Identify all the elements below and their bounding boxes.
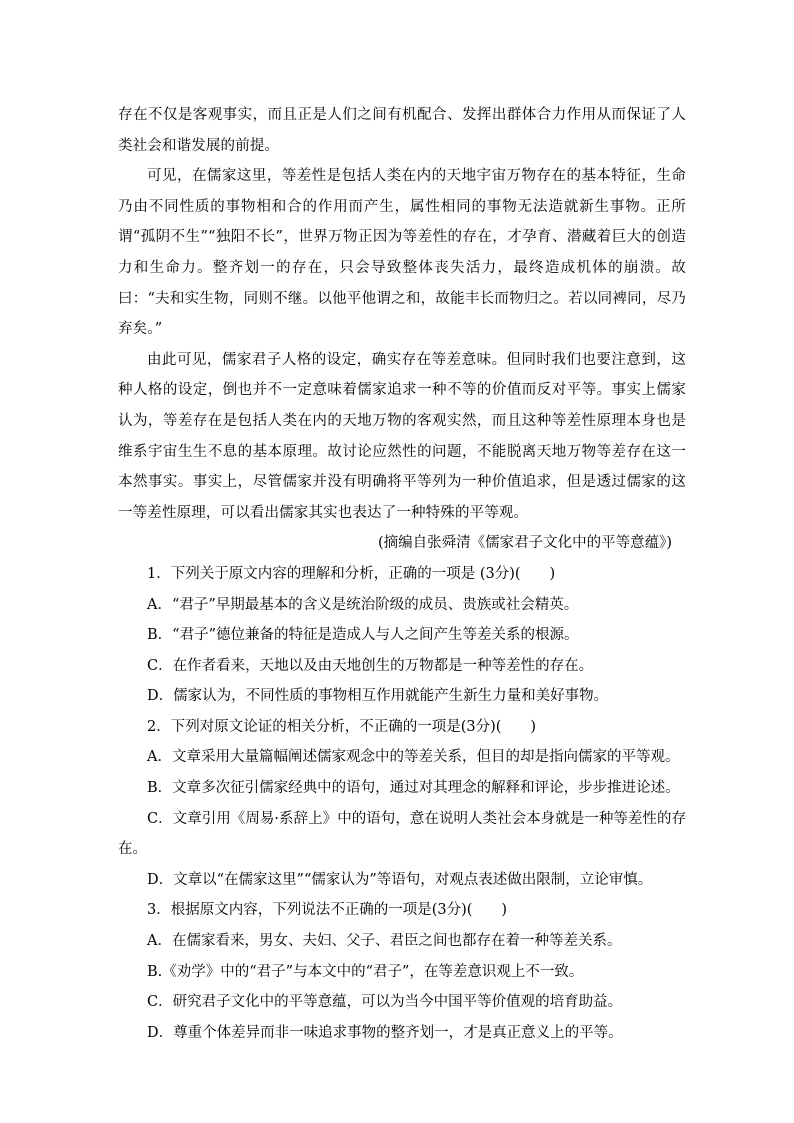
option-c: C．研究君子文化中的平等意蕴，可以为当今中国平等价值观的培育助益。 [147,994,623,1011]
option-b: B.《劝学》中的“君子”与本文中的“君子”，在等差意识观上不一致。 [147,963,584,980]
option-c: C．文章引用《周易·系辞上》中的语句，意在说明人类社会本身就是一种等差性的存在。 [118,810,686,858]
option-a: A．“君子”早期最基本的含义是统治阶级的成员、贵族或社会精英。 [147,596,579,613]
passage-paragraph-3: 由此可见，儒家君子人格的设定，确实存在等差意味。但同时我们也要注意到，这种人格的设定，倒也并不一定意味着儒家追求一种不等的价值而反对平等。事实上儒家认为，等差存在是包括人类在内的天地万物的客观实然，而且这种等差性原理本身也是维系宇宙生生不息的基本原理。故讨论应然性的问题，不能脱离天地万物等差存在这一本然事实。事实上，尽管儒家并没有明确将平等列为一种价值追求，但是透过儒家的这一等差性原理，可以看出儒家其实也表达了一种特殊的平等观。 [118,351,686,521]
option-b: B．文章多次征引儒家经典中的语句，通过对其理念的解释和评论，步步推进论述。 [147,780,680,797]
question-1 [118,559,686,712]
document-page [118,100,686,1048]
question-stem: 1．下列关于原文内容的理解和分析，正确的一项是 (3分)( ) [147,565,556,582]
question-2 [118,712,686,896]
option-a: A．文章采用大量篇幅阐述儒家观念中的等差关系，但目的却是指向儒家的平等观。 [147,749,680,766]
option-c: C．在作者看来，天地以及由天地创生的万物都是一种等差性的存在。 [147,657,594,674]
passage [118,100,686,559]
question-stem: 3．根据原文内容，下列说法不正确的一项是(3分)( ) [147,902,508,919]
option-b: B．“君子”德位兼备的特征是造成人与人之间产生等差关系的根源。 [147,627,579,644]
question-3 [118,895,686,1048]
option-d: D．儒家认为，不同性质的事物相互作用就能产生新生力量和美好事物。 [147,688,609,705]
option-a: A．在儒家看来，男女、夫妇、父子、君臣之间也都存在着一种等差关系。 [147,933,622,950]
option-d: D．尊重个体差异而非一味追求事物的整齐划一，才是真正意义上的平等。 [147,1024,623,1041]
passage-paragraph-1: 存在不仅是客观事实，而且正是人们之间有机配合、发挥出群体合力作用从而保证了人类社会和谐发展的前提。 [118,107,686,154]
question-stem: 2．下列对原文论证的相关分析，不正确的一项是(3分)( ) [147,718,537,735]
option-d: D．文章以“在儒家这里”“儒家认为”等语句，对观点表述做出限制，立论审慎。 [147,871,653,888]
passage-source: (摘编自张舜清《儒家君子文化中的平等意蕴》) [377,535,672,552]
passage-paragraph-2: 可见，在儒家这里，等差性是包括人类在内的天地宇宙万物存在的基本特征，生命乃由不同性质的事物相和合的作用而产生，属性相同的事物无法造就新生事物。正所谓“孤阴不生”“独阳不长”，世界万物正因为等差性的存在，才孕育、潜藏着巨大的创造力和生命力。整齐划一的存在，只会导致整体丧失活力，最终造成机体的崩溃。故曰：“夫和实生物，同则不继。以他平他谓之和，故能丰长而物归之。若以同裨同，尽乃弃矣。” [118,168,686,338]
